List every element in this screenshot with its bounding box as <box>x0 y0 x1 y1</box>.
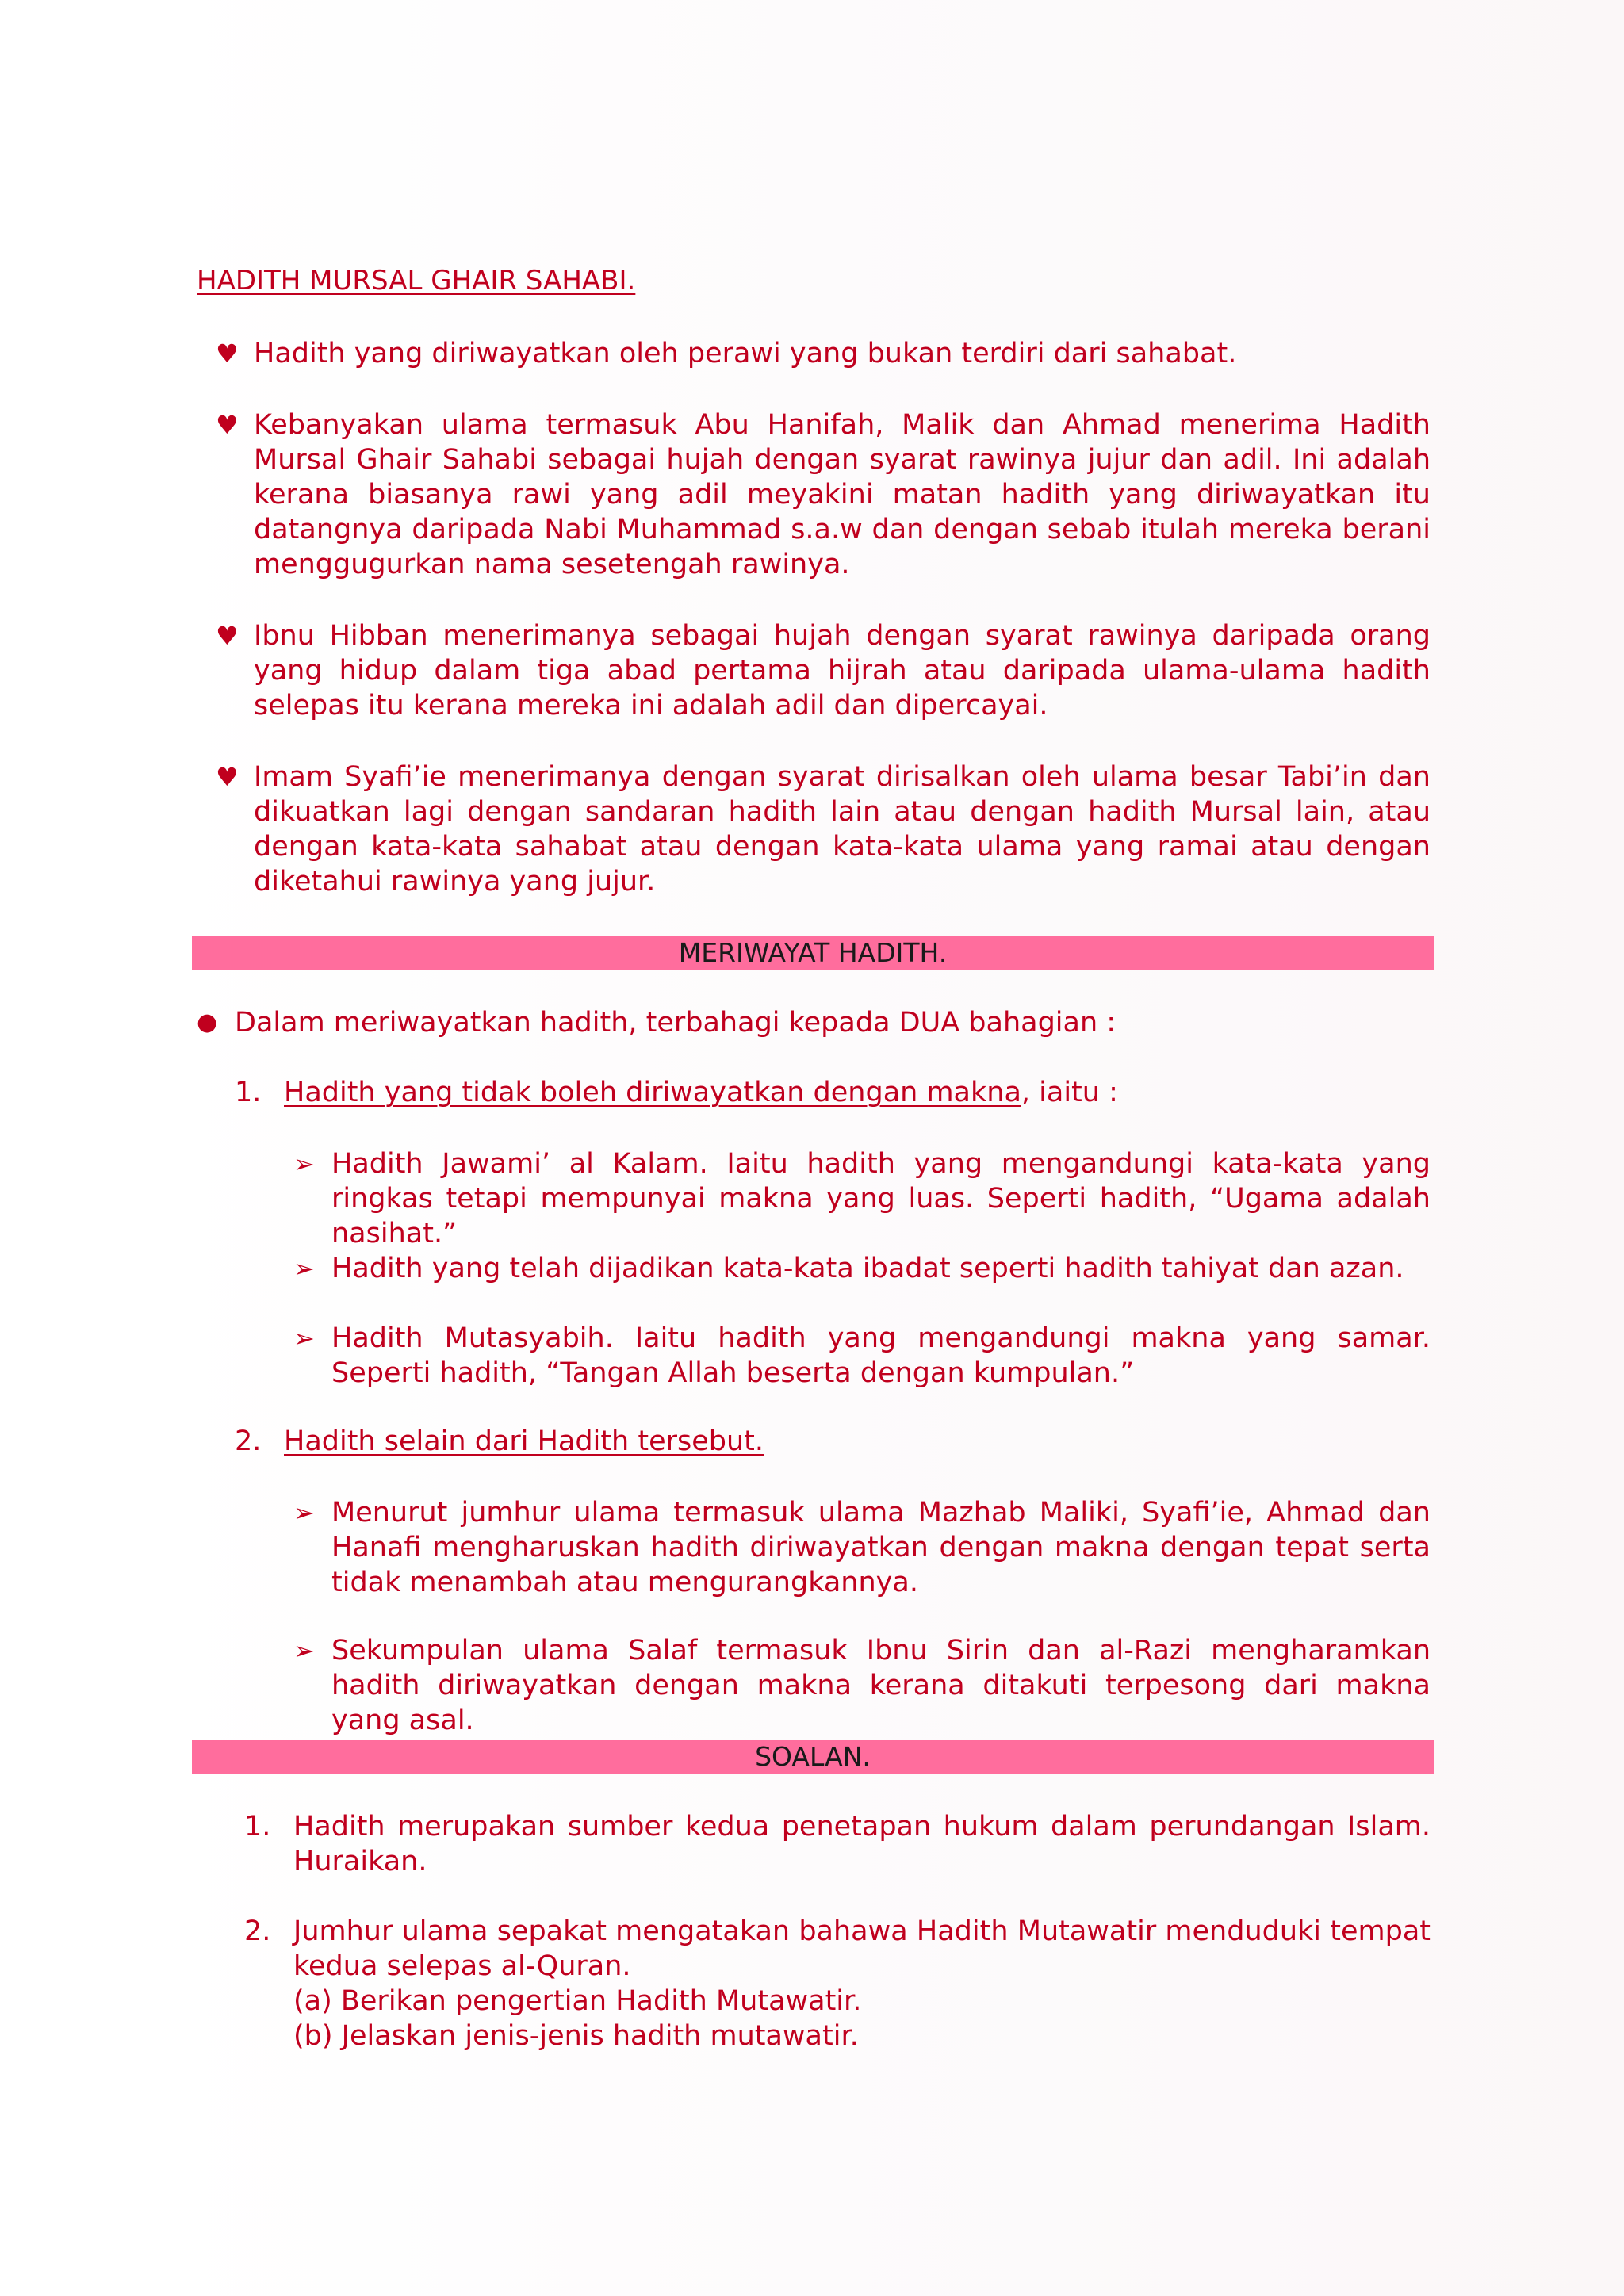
mursal-point-text: Ibnu Hibban menerimanya sebagai hujah dengan syarat rawinya daripada orang yang hidup dalam tiga abad pertama hijrah atau daripada ulama-ulama hadith selepas itu kerana mereka ini adalah adil dan dipercayai. <box>254 620 1431 721</box>
mursal-point <box>216 336 1431 371</box>
heart-icon: ♥ <box>216 621 239 651</box>
section-bar-meriwayat: MERIWAYAT HADITH. <box>192 936 1434 970</box>
part-suffix: , iaitu : <box>1021 1077 1118 1108</box>
heart-icon: ♥ <box>216 410 239 440</box>
heart-icon: ♥ <box>216 339 239 369</box>
part-2-item <box>293 1633 1431 1738</box>
mursal-point-text: Hadith yang diriwayatkan oleh perawi yang bukan terdiri dari sahabat. <box>254 338 1237 369</box>
arrow-bullet-icon: ➢ <box>293 1149 315 1179</box>
part-2-item <box>293 1495 1431 1600</box>
mursal-point <box>216 760 1431 899</box>
part-heading <box>284 1424 1431 1459</box>
part-1-item <box>293 1251 1431 1286</box>
part-item-text: Hadith yang telah dijadikan kata-kata ibadat seperti hadith tahiyat dan azan. <box>331 1253 1404 1284</box>
arrow-bullet-icon: ➢ <box>293 1253 315 1284</box>
mursal-point <box>216 618 1431 723</box>
mursal-point-text: Imam Syafi’ie menerimanya dengan syarat dirisalkan oleh ulama besar Tabi’in dan dikuatkan lagi dengan sandaran hadith lain atau dengan hadith Mursal lain, atau dengan kata-kata sahabat atau dengan kata-kata ulama yang ramai atau dengan diketahui rawinya yang jujur. <box>254 761 1431 897</box>
arrow-bullet-icon: ➢ <box>293 1498 315 1528</box>
part-item-text: Hadith Jawami’ al Kalam. Iaitu hadith yang mengandungi kata-kata yang ringkas tetapi mempunyai makna yang luas. Seperti hadith, “Ugama adalah nasihat.” <box>331 1148 1431 1249</box>
intro-point <box>197 1005 1431 1040</box>
arrow-bullet-icon: ➢ <box>293 1636 315 1666</box>
question-body <box>293 1914 1431 2053</box>
question <box>244 1914 1431 2053</box>
question-number: 1. <box>244 1811 271 1843</box>
question-text: Jumhur ulama sepakat mengatakan bahawa Hadith Mutawatir menduduki tempat kedua selepas al-Quran. <box>293 1915 1431 1982</box>
part-1 <box>235 1075 1431 1110</box>
part-number: 1. <box>235 1077 262 1108</box>
part-title: Hadith yang tidak boleh diriwayatkan dengan makna <box>284 1077 1021 1108</box>
part-item-text: Sekumpulan ulama Salaf termasuk Ibnu Sirin dan al-Razi mengharamkan hadith diriwayatkan dengan makna kerana ditakuti terpesong dari makna yang asal. <box>331 1635 1431 1736</box>
mursal-point <box>216 408 1431 582</box>
part-number: 2. <box>235 1425 262 1457</box>
question <box>244 1809 1431 1879</box>
part-item-text: Menurut jumhur ulama termasuk ulama Mazhab Maliki, Syafi’ie, Ahmad dan Hanafi mengharuskan hadith diriwayatkan dengan makna dengan tepat serta tidak menambah atau mengurangkannya. <box>331 1497 1431 1598</box>
section-title-mursal: HADITH MURSAL GHAIR SAHABI. <box>197 265 636 297</box>
question-subpart: (a) Berikan pengertian Hadith Mutawatir. <box>293 1985 862 2017</box>
part-1-item <box>293 1321 1431 1391</box>
question-number: 2. <box>244 1915 271 1947</box>
part-1-item <box>293 1146 1431 1251</box>
question-subpart: (b) Jelaskan jenis-jenis hadith mutawatir. <box>293 2020 859 2052</box>
bullet-dot-icon: ● <box>197 1008 218 1036</box>
intro-text: Dalam meriwayatkan hadith, terbahagi kepada DUA bahagian : <box>235 1007 1116 1039</box>
section-bar-soalan: SOALAN. <box>192 1740 1434 1774</box>
arrow-bullet-icon: ➢ <box>293 1323 315 1353</box>
part-2 <box>235 1424 1431 1459</box>
mursal-point-text: Kebanyakan ulama termasuk Abu Hanifah, Malik dan Ahmad menerima Hadith Mursal Ghair Sahabi sebagai hujah dengan syarat rawinya jujur dan adil. Ini adalah kerana biasanya rawi yang adil meyakini matan hadith yang diriwayatkan itu datangnya daripada Nabi Muhammad s.a.w dan dengan sebab itulah mereka berani menggugurkan nama sesetengah rawinya. <box>254 409 1431 580</box>
heart-icon: ♥ <box>216 762 239 792</box>
part-heading <box>284 1075 1431 1110</box>
part-title: Hadith selain dari Hadith tersebut. <box>284 1425 764 1457</box>
part-item-text: Hadith Mutasyabih. Iaitu hadith yang mengandungi makna yang samar. Seperti hadith, “Tangan Allah beserta dengan kumpulan.” <box>331 1322 1431 1389</box>
question-text: Hadith merupakan sumber kedua penetapan hukum dalam perundangan Islam. Huraikan. <box>293 1811 1431 1877</box>
